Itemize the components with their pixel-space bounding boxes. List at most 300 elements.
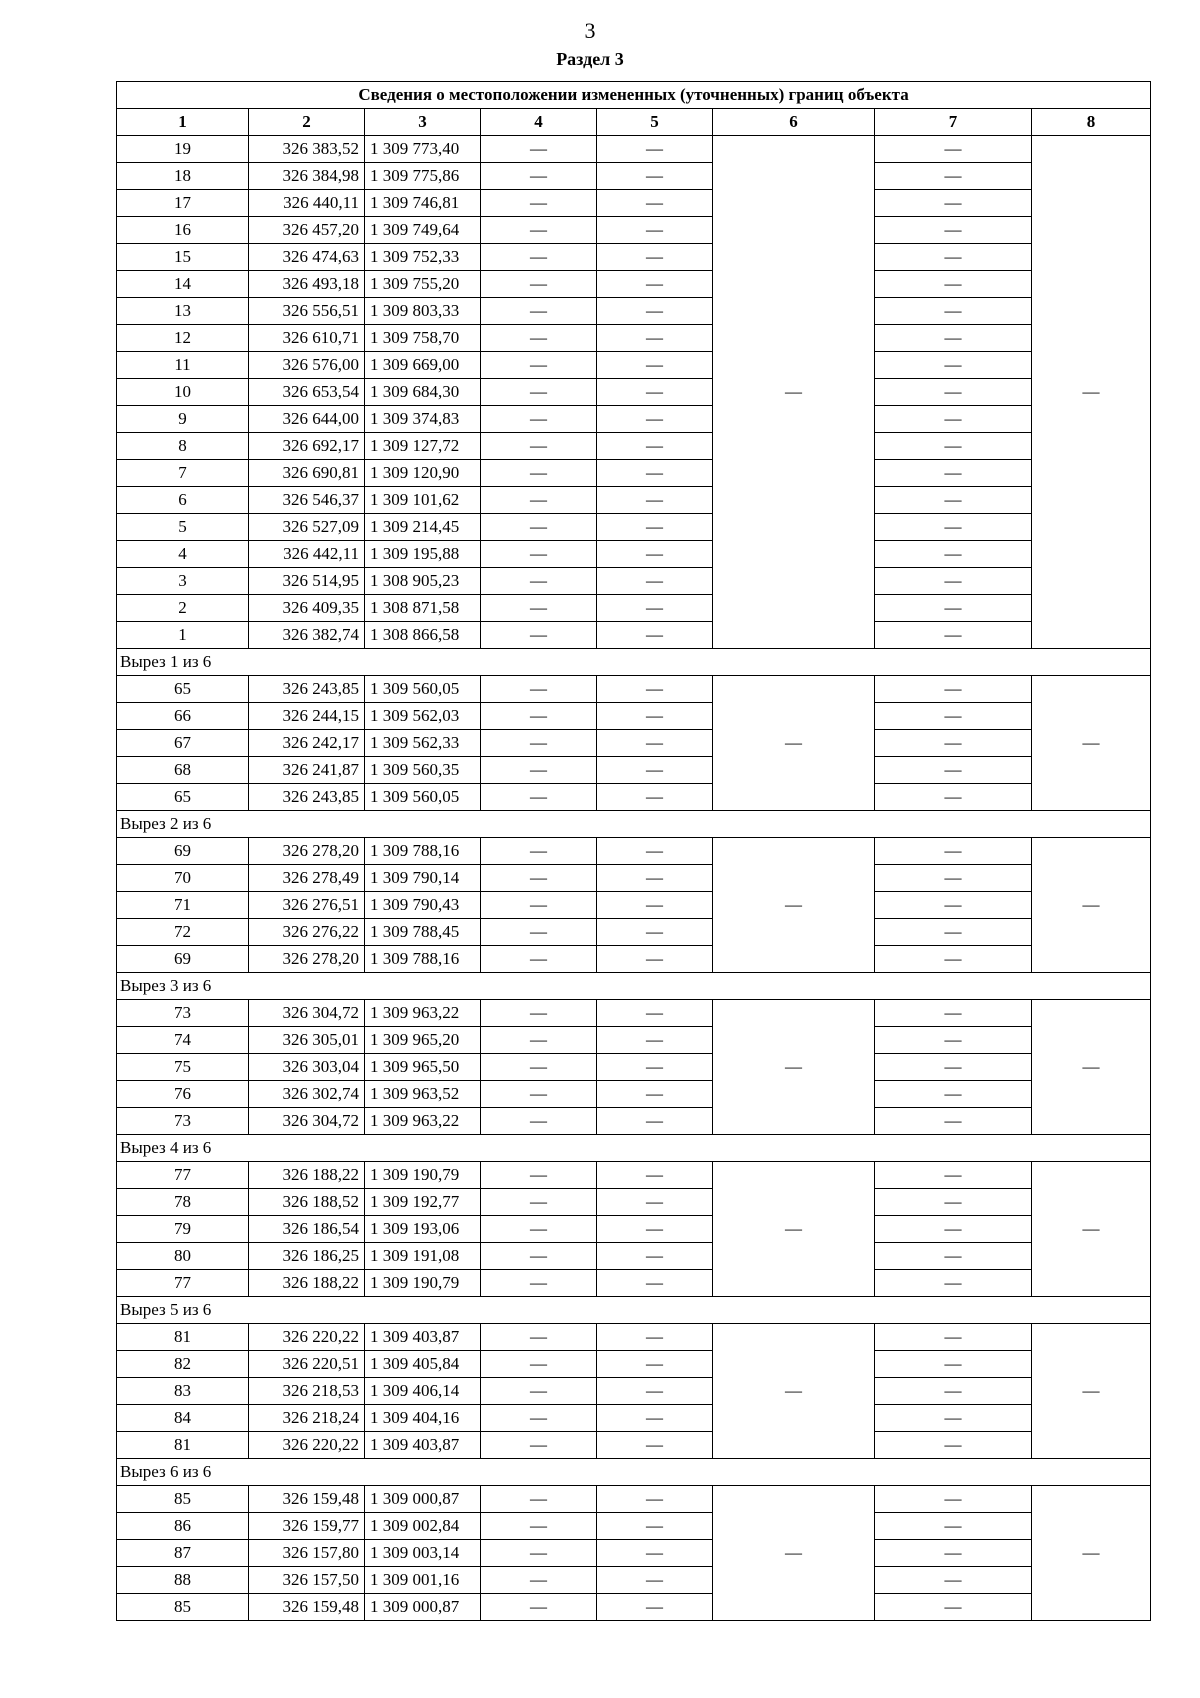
col4-cell: — [481, 1216, 597, 1243]
coordinate-x-cell: 326 278,20 [249, 838, 365, 865]
cutout-section-row [117, 811, 1151, 838]
coordinate-y-cell: 1 309 963,52 [365, 1081, 481, 1108]
col7-cell: — [875, 1108, 1032, 1135]
coordinate-x-cell: 326 243,85 [249, 676, 365, 703]
point-number-cell: 65 [117, 784, 249, 811]
coordinate-y-cell: 1 309 195,88 [365, 541, 481, 568]
col5-cell: — [597, 919, 713, 946]
col7-cell: — [875, 1378, 1032, 1405]
col7-cell: — [875, 1324, 1032, 1351]
coordinate-y-cell: 1 309 803,33 [365, 298, 481, 325]
col7-cell: — [875, 1567, 1032, 1594]
col5-cell: — [597, 676, 713, 703]
cutout-section-title: Вырез 3 из 6 [117, 973, 1151, 1000]
table-row [117, 1594, 1151, 1621]
col7-cell: — [875, 784, 1032, 811]
col5-cell: — [597, 433, 713, 460]
table-row [117, 136, 1151, 163]
col4-cell: — [481, 1324, 597, 1351]
table-row [117, 271, 1151, 298]
coordinate-x-cell: 326 474,63 [249, 244, 365, 271]
column-header: 7 [875, 109, 1032, 136]
col4-cell: — [481, 1108, 597, 1135]
col4-cell: — [481, 919, 597, 946]
point-number-cell: 4 [117, 541, 249, 568]
table-row [117, 919, 1151, 946]
coordinate-y-cell: 1 309 000,87 [365, 1486, 481, 1513]
col6-merged-cell: — [713, 1162, 875, 1297]
coordinate-y-cell: 1 309 000,87 [365, 1594, 481, 1621]
col5-cell: — [597, 541, 713, 568]
col4-cell: — [481, 1000, 597, 1027]
col4-cell: — [481, 433, 597, 460]
table-row [117, 1540, 1151, 1567]
col7-cell: — [875, 1405, 1032, 1432]
col4-cell: — [481, 1378, 597, 1405]
col4-cell: — [481, 163, 597, 190]
coordinate-x-cell: 326 304,72 [249, 1000, 365, 1027]
table-row [117, 568, 1151, 595]
table-row [117, 1432, 1151, 1459]
coordinate-x-cell: 326 218,53 [249, 1378, 365, 1405]
coordinate-x-cell: 326 576,00 [249, 352, 365, 379]
col5-cell: — [597, 1243, 713, 1270]
table-row [117, 190, 1151, 217]
coordinate-x-cell: 326 440,11 [249, 190, 365, 217]
col7-cell: — [875, 541, 1032, 568]
col5-cell: — [597, 1405, 713, 1432]
col4-cell: — [481, 946, 597, 973]
point-number-cell: 81 [117, 1324, 249, 1351]
col5-cell: — [597, 622, 713, 649]
coordinate-x-cell: 326 382,74 [249, 622, 365, 649]
col5-cell: — [597, 1027, 713, 1054]
col5-cell: — [597, 1324, 713, 1351]
coordinate-x-cell: 326 188,22 [249, 1270, 365, 1297]
col8-merged-cell: — [1032, 136, 1151, 649]
coordinate-y-cell: 1 309 758,70 [365, 325, 481, 352]
col4-cell: — [481, 784, 597, 811]
coordinate-y-cell: 1 309 963,22 [365, 1000, 481, 1027]
col7-cell: — [875, 892, 1032, 919]
coordinate-x-cell: 326 493,18 [249, 271, 365, 298]
table-row [117, 784, 1151, 811]
cutout-section-row [117, 1297, 1151, 1324]
coordinate-y-cell: 1 309 746,81 [365, 190, 481, 217]
col7-cell: — [875, 271, 1032, 298]
col7-cell: — [875, 325, 1032, 352]
col5-cell: — [597, 406, 713, 433]
col5-cell: — [597, 1081, 713, 1108]
coordinate-y-cell: 1 309 755,20 [365, 271, 481, 298]
point-number-cell: 3 [117, 568, 249, 595]
coordinate-y-cell: 1 309 560,35 [365, 757, 481, 784]
coordinate-x-cell: 326 244,15 [249, 703, 365, 730]
point-number-cell: 13 [117, 298, 249, 325]
coordinate-y-cell: 1 308 871,58 [365, 595, 481, 622]
coordinate-y-cell: 1 309 560,05 [365, 676, 481, 703]
col4-cell: — [481, 1189, 597, 1216]
col7-cell: — [875, 1513, 1032, 1540]
point-number-cell: 73 [117, 1108, 249, 1135]
cutout-section-row [117, 1135, 1151, 1162]
col8-merged-cell: — [1032, 1000, 1151, 1135]
coordinate-x-cell: 326 690,81 [249, 460, 365, 487]
col4-cell: — [481, 1513, 597, 1540]
coordinate-x-cell: 326 442,11 [249, 541, 365, 568]
table-row [117, 1378, 1151, 1405]
coordinate-x-cell: 326 546,37 [249, 487, 365, 514]
col6-merged-cell: — [713, 838, 875, 973]
table-row [117, 595, 1151, 622]
col4-cell: — [481, 487, 597, 514]
col5-cell: — [597, 1108, 713, 1135]
col7-cell: — [875, 1270, 1032, 1297]
col7-cell: — [875, 1540, 1032, 1567]
coordinate-y-cell: 1 309 403,87 [365, 1324, 481, 1351]
point-number-cell: 7 [117, 460, 249, 487]
col4-cell: — [481, 1567, 597, 1594]
coordinate-x-cell: 326 556,51 [249, 298, 365, 325]
col8-merged-cell: — [1032, 676, 1151, 811]
col4-cell: — [481, 1243, 597, 1270]
col7-cell: — [875, 730, 1032, 757]
table-row [117, 379, 1151, 406]
coordinate-x-cell: 326 159,48 [249, 1594, 365, 1621]
col5-cell: — [597, 1432, 713, 1459]
col7-cell: — [875, 595, 1032, 622]
cutout-section-row [117, 649, 1151, 676]
col5-cell: — [597, 730, 713, 757]
col6-merged-cell: — [713, 1324, 875, 1459]
col7-cell: — [875, 514, 1032, 541]
coordinate-y-cell: 1 309 560,05 [365, 784, 481, 811]
coordinate-x-cell: 326 218,24 [249, 1405, 365, 1432]
col5-cell: — [597, 1189, 713, 1216]
table-row [117, 325, 1151, 352]
col4-cell: — [481, 568, 597, 595]
coordinate-x-cell: 326 303,04 [249, 1054, 365, 1081]
col5-cell: — [597, 271, 713, 298]
coordinate-y-cell: 1 309 001,16 [365, 1567, 481, 1594]
col8-merged-cell: — [1032, 1486, 1151, 1621]
coordinate-y-cell: 1 309 669,00 [365, 352, 481, 379]
coordinate-y-cell: 1 309 749,64 [365, 217, 481, 244]
table-row [117, 1270, 1151, 1297]
col4-cell: — [481, 595, 597, 622]
table-row [117, 1405, 1151, 1432]
coordinate-y-cell: 1 309 965,50 [365, 1054, 481, 1081]
col7-cell: — [875, 1054, 1032, 1081]
col4-cell: — [481, 514, 597, 541]
coordinate-y-cell: 1 309 403,87 [365, 1432, 481, 1459]
col5-cell: — [597, 514, 713, 541]
point-number-cell: 72 [117, 919, 249, 946]
point-number-cell: 5 [117, 514, 249, 541]
col4-cell: — [481, 244, 597, 271]
coordinate-x-cell: 326 384,98 [249, 163, 365, 190]
col4-cell: — [481, 892, 597, 919]
point-number-cell: 76 [117, 1081, 249, 1108]
col4-cell: — [481, 1054, 597, 1081]
point-number-cell: 69 [117, 838, 249, 865]
table-row [117, 487, 1151, 514]
coordinate-x-cell: 326 610,71 [249, 325, 365, 352]
col5-cell: — [597, 217, 713, 244]
col7-cell: — [875, 1432, 1032, 1459]
col8-merged-cell: — [1032, 1324, 1151, 1459]
col4-cell: — [481, 1540, 597, 1567]
col7-cell: — [875, 217, 1032, 244]
point-number-cell: 18 [117, 163, 249, 190]
col4-cell: — [481, 379, 597, 406]
col5-cell: — [597, 1486, 713, 1513]
col4-cell: — [481, 271, 597, 298]
col7-cell: — [875, 568, 1032, 595]
table-row [117, 676, 1151, 703]
page-number: 3 [584, 18, 596, 43]
table-row [117, 163, 1151, 190]
table-row [117, 703, 1151, 730]
table-header-row [117, 109, 1151, 136]
col5-cell: — [597, 352, 713, 379]
point-number-cell: 79 [117, 1216, 249, 1243]
coordinate-x-cell: 326 159,77 [249, 1513, 365, 1540]
col7-cell: — [875, 1594, 1032, 1621]
col5-cell: — [597, 460, 713, 487]
col7-cell: — [875, 838, 1032, 865]
coordinate-y-cell: 1 309 684,30 [365, 379, 481, 406]
coordinate-x-cell: 326 278,49 [249, 865, 365, 892]
table-row [117, 514, 1151, 541]
coordinate-y-cell: 1 309 192,77 [365, 1189, 481, 1216]
point-number-cell: 86 [117, 1513, 249, 1540]
coordinate-y-cell: 1 309 190,79 [365, 1162, 481, 1189]
coordinate-x-cell: 326 383,52 [249, 136, 365, 163]
point-number-cell: 17 [117, 190, 249, 217]
coordinate-x-cell: 326 186,25 [249, 1243, 365, 1270]
col7-cell: — [875, 136, 1032, 163]
col5-cell: — [597, 1000, 713, 1027]
col7-cell: — [875, 1189, 1032, 1216]
table-row [117, 1513, 1151, 1540]
coordinate-x-cell: 326 302,74 [249, 1081, 365, 1108]
point-number-cell: 12 [117, 325, 249, 352]
col6-merged-cell: — [713, 1000, 875, 1135]
point-number-cell: 2 [117, 595, 249, 622]
col4-cell: — [481, 325, 597, 352]
col5-cell: — [597, 1513, 713, 1540]
table-row [117, 757, 1151, 784]
coordinate-y-cell: 1 309 405,84 [365, 1351, 481, 1378]
coordinate-x-cell: 326 188,52 [249, 1189, 365, 1216]
col7-cell: — [875, 163, 1032, 190]
point-number-cell: 15 [117, 244, 249, 271]
coordinate-y-cell: 1 308 905,23 [365, 568, 481, 595]
col5-cell: — [597, 703, 713, 730]
coordinate-x-cell: 326 243,85 [249, 784, 365, 811]
coordinate-y-cell: 1 309 002,84 [365, 1513, 481, 1540]
coordinate-x-cell: 326 527,09 [249, 514, 365, 541]
col5-cell: — [597, 595, 713, 622]
col7-cell: — [875, 622, 1032, 649]
point-number-cell: 85 [117, 1594, 249, 1621]
coordinate-y-cell: 1 309 773,40 [365, 136, 481, 163]
coordinate-x-cell: 326 653,54 [249, 379, 365, 406]
col7-cell: — [875, 1027, 1032, 1054]
col4-cell: — [481, 1594, 597, 1621]
col5-cell: — [597, 190, 713, 217]
coordinate-y-cell: 1 309 790,43 [365, 892, 481, 919]
col4-cell: — [481, 1162, 597, 1189]
table-row [117, 406, 1151, 433]
table-row [117, 244, 1151, 271]
table-row [117, 1324, 1151, 1351]
coordinate-y-cell: 1 309 374,83 [365, 406, 481, 433]
table-row [117, 352, 1151, 379]
col5-cell: — [597, 136, 713, 163]
col5-cell: — [597, 1054, 713, 1081]
coordinate-y-cell: 1 309 191,08 [365, 1243, 481, 1270]
table-row [117, 730, 1151, 757]
point-number-cell: 67 [117, 730, 249, 757]
table-row [117, 541, 1151, 568]
coordinate-x-cell: 326 276,22 [249, 919, 365, 946]
col4-cell: — [481, 1432, 597, 1459]
coordinate-x-cell: 326 409,35 [249, 595, 365, 622]
col5-cell: — [597, 1378, 713, 1405]
table-body [117, 136, 1151, 1621]
col7-cell: — [875, 1351, 1032, 1378]
coordinate-x-cell: 326 242,17 [249, 730, 365, 757]
table-row [117, 460, 1151, 487]
point-number-cell: 75 [117, 1054, 249, 1081]
col4-cell: — [481, 730, 597, 757]
point-number-cell: 14 [117, 271, 249, 298]
col7-cell: — [875, 865, 1032, 892]
col4-cell: — [481, 1027, 597, 1054]
col5-cell: — [597, 487, 713, 514]
cutout-section-row [117, 1459, 1151, 1486]
coordinate-x-cell: 326 278,20 [249, 946, 365, 973]
coordinate-x-cell: 326 188,22 [249, 1162, 365, 1189]
col5-cell: — [597, 1540, 713, 1567]
point-number-cell: 81 [117, 1432, 249, 1459]
table-row [117, 1216, 1151, 1243]
table-row [117, 1108, 1151, 1135]
boundary-coordinates-table [116, 81, 1151, 1621]
col4-cell: — [481, 352, 597, 379]
col7-cell: — [875, 244, 1032, 271]
coordinate-y-cell: 1 309 214,45 [365, 514, 481, 541]
table-caption-row [117, 82, 1151, 109]
coordinate-x-cell: 326 644,00 [249, 406, 365, 433]
col7-cell: — [875, 379, 1032, 406]
coordinate-y-cell: 1 309 406,14 [365, 1378, 481, 1405]
coordinate-x-cell: 326 157,80 [249, 1540, 365, 1567]
col7-cell: — [875, 1081, 1032, 1108]
coordinate-y-cell: 1 309 562,33 [365, 730, 481, 757]
col4-cell: — [481, 217, 597, 244]
point-number-cell: 6 [117, 487, 249, 514]
col4-cell: — [481, 838, 597, 865]
col5-cell: — [597, 757, 713, 784]
coordinate-y-cell: 1 309 562,03 [365, 703, 481, 730]
col4-cell: — [481, 622, 597, 649]
col7-cell: — [875, 406, 1032, 433]
point-number-cell: 73 [117, 1000, 249, 1027]
col7-cell: — [875, 1243, 1032, 1270]
col7-cell: — [875, 433, 1032, 460]
point-number-cell: 78 [117, 1189, 249, 1216]
table-row [117, 433, 1151, 460]
coordinate-y-cell: 1 309 788,45 [365, 919, 481, 946]
table-row [117, 1351, 1151, 1378]
col7-cell: — [875, 298, 1032, 325]
point-number-cell: 85 [117, 1486, 249, 1513]
col7-cell: — [875, 352, 1032, 379]
col7-cell: — [875, 460, 1032, 487]
col8-merged-cell: — [1032, 1162, 1151, 1297]
point-number-cell: 65 [117, 676, 249, 703]
table-row [117, 1000, 1151, 1027]
coordinate-y-cell: 1 309 788,16 [365, 946, 481, 973]
point-number-cell: 8 [117, 433, 249, 460]
col5-cell: — [597, 298, 713, 325]
col8-merged-cell: — [1032, 838, 1151, 973]
col7-cell: — [875, 676, 1032, 703]
table-row [117, 622, 1151, 649]
table-row [117, 1567, 1151, 1594]
table-row [117, 1081, 1151, 1108]
column-header: 3 [365, 109, 481, 136]
cutout-section-row [117, 973, 1151, 1000]
table-row [117, 1162, 1151, 1189]
col4-cell: — [481, 703, 597, 730]
col4-cell: — [481, 1405, 597, 1432]
col5-cell: — [597, 163, 713, 190]
point-number-cell: 10 [117, 379, 249, 406]
column-header: 1 [117, 109, 249, 136]
col7-cell: — [875, 487, 1032, 514]
col4-cell: — [481, 1270, 597, 1297]
table-row [117, 217, 1151, 244]
point-number-cell: 74 [117, 1027, 249, 1054]
col4-cell: — [481, 460, 597, 487]
coordinate-x-cell: 326 514,95 [249, 568, 365, 595]
section-title: Раздел 3 [556, 49, 624, 69]
col4-cell: — [481, 406, 597, 433]
coordinate-x-cell: 326 159,48 [249, 1486, 365, 1513]
coordinate-y-cell: 1 309 101,62 [365, 487, 481, 514]
coordinate-x-cell: 326 692,17 [249, 433, 365, 460]
col7-cell: — [875, 757, 1032, 784]
coordinate-y-cell: 1 309 120,90 [365, 460, 481, 487]
point-number-cell: 80 [117, 1243, 249, 1270]
col7-cell: — [875, 1162, 1032, 1189]
coordinate-x-cell: 326 241,87 [249, 757, 365, 784]
col5-cell: — [597, 568, 713, 595]
col5-cell: — [597, 379, 713, 406]
point-number-cell: 82 [117, 1351, 249, 1378]
table-row [117, 892, 1151, 919]
point-number-cell: 16 [117, 217, 249, 244]
coordinate-x-cell: 326 276,51 [249, 892, 365, 919]
col4-cell: — [481, 1486, 597, 1513]
col7-cell: — [875, 1486, 1032, 1513]
col7-cell: — [875, 190, 1032, 217]
coordinate-y-cell: 1 309 193,06 [365, 1216, 481, 1243]
